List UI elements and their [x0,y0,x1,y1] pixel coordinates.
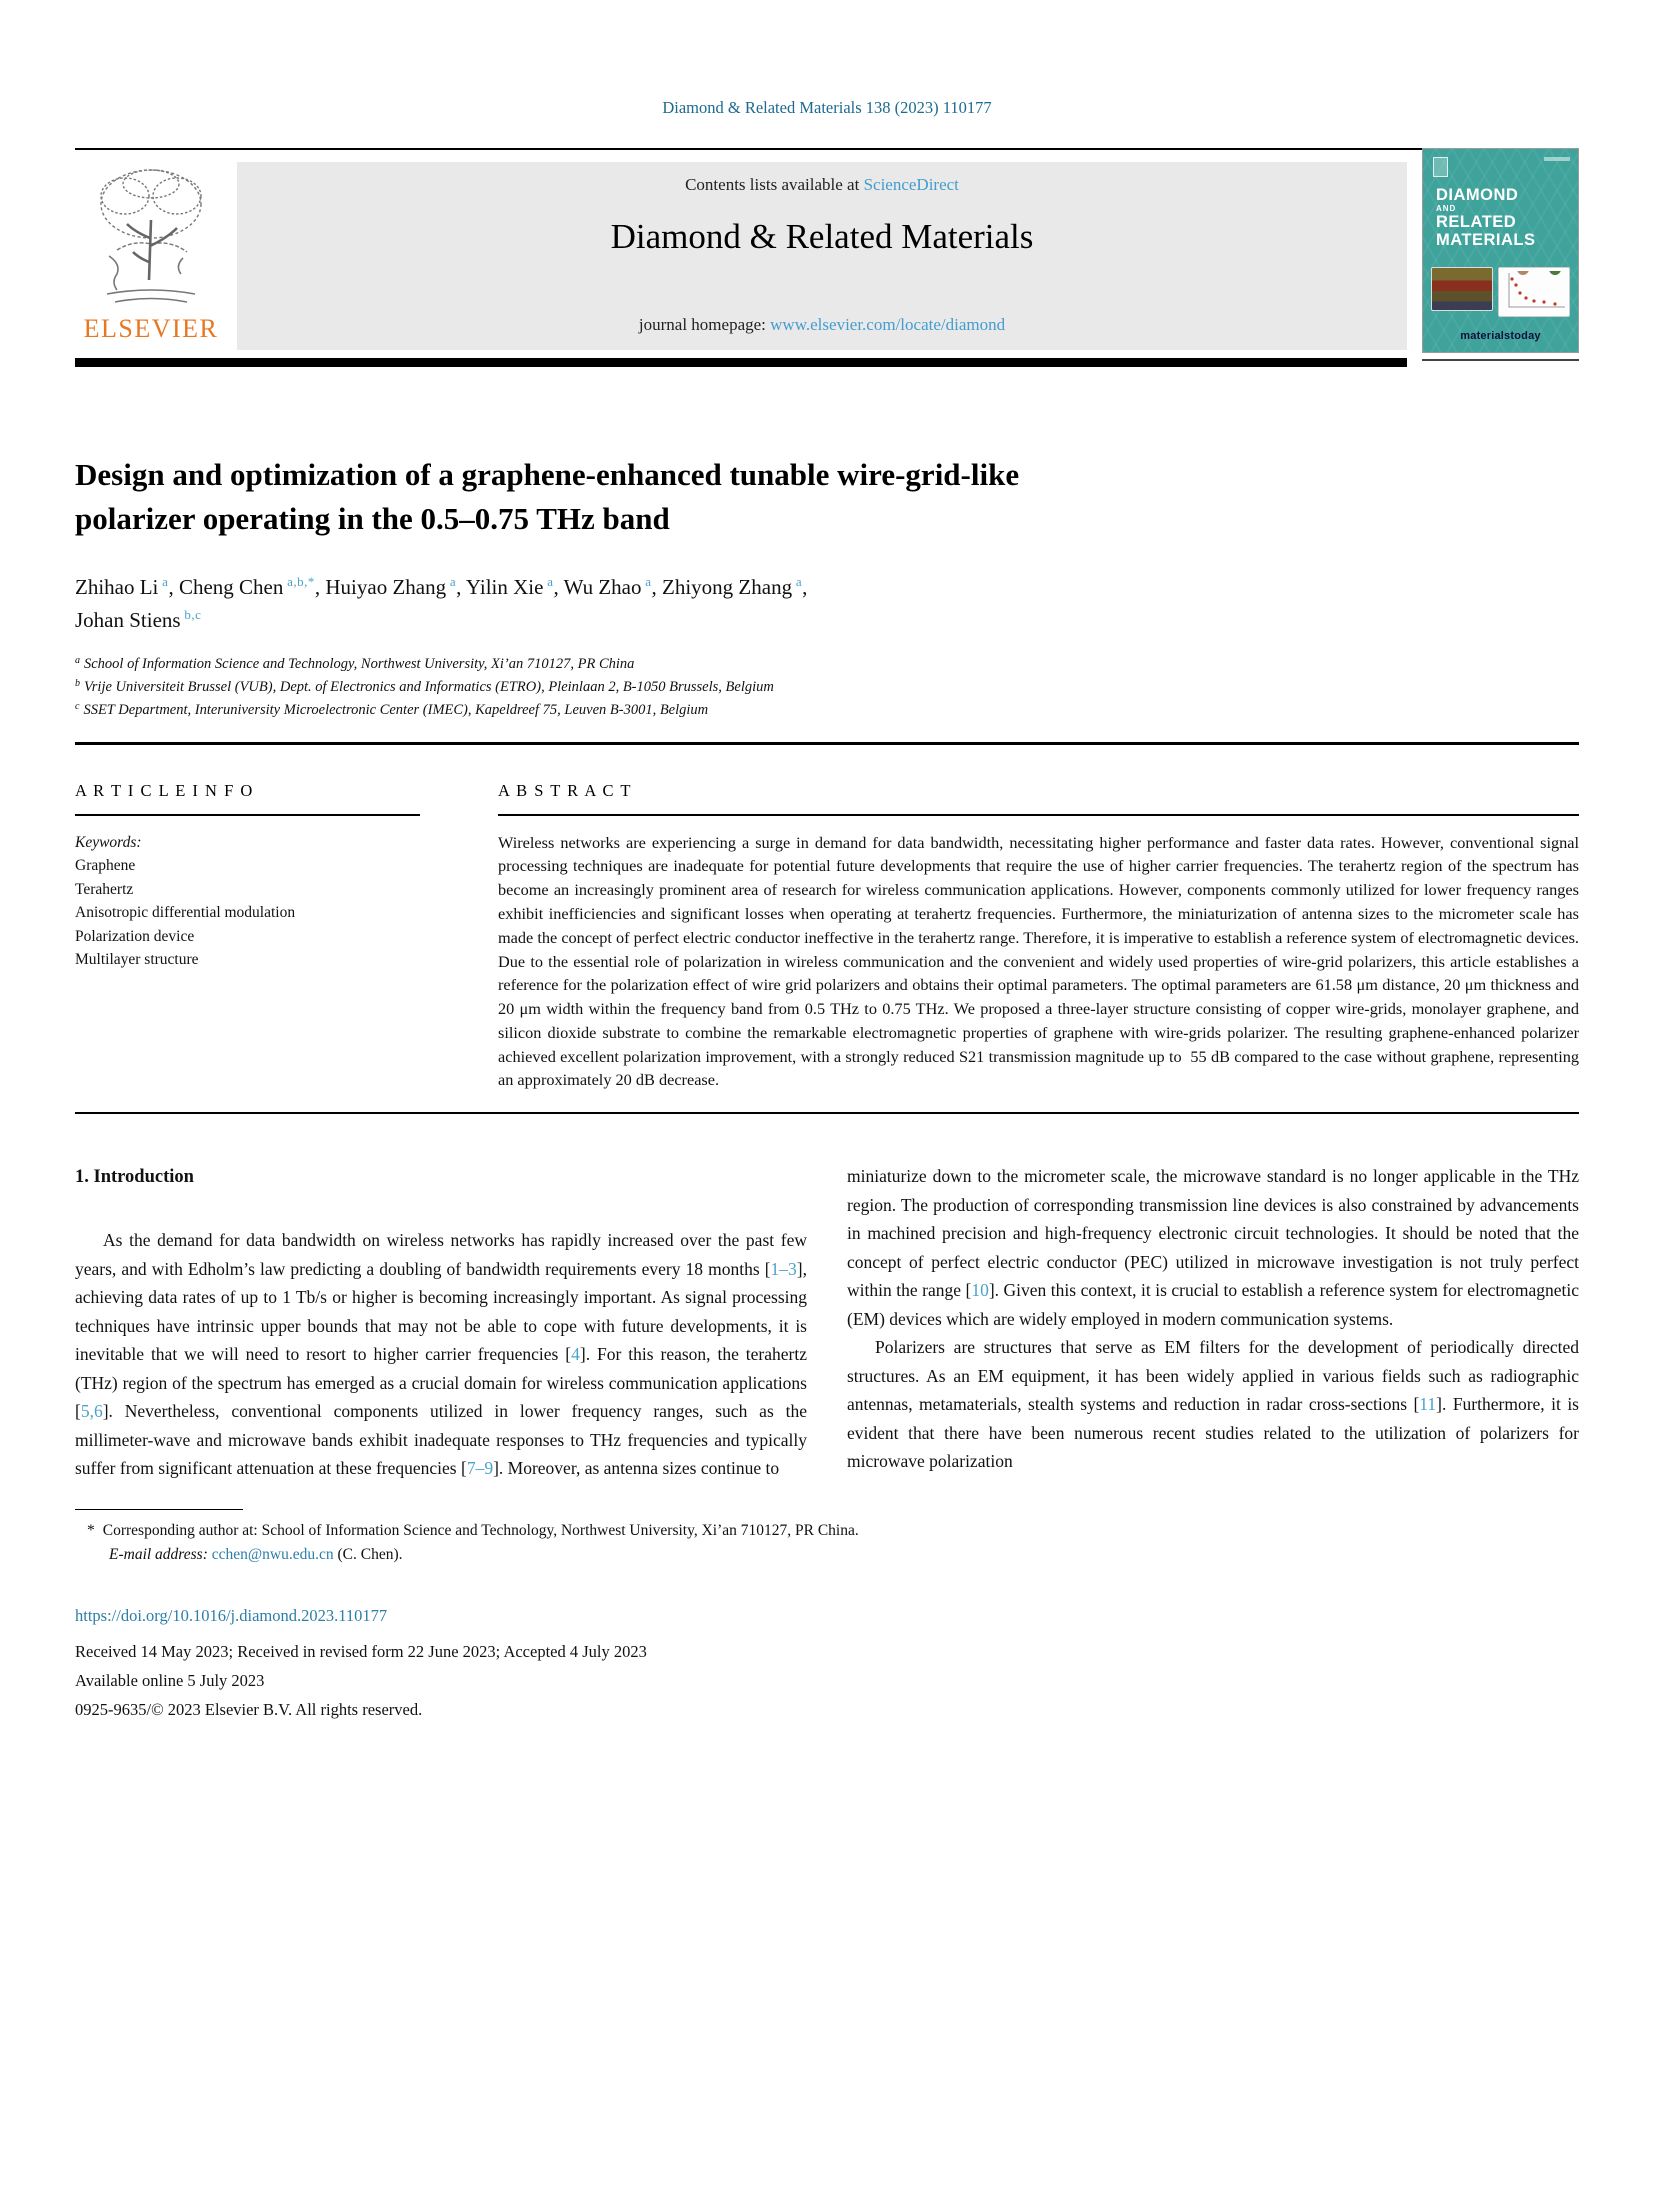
homepage-prefix: journal homepage: [638,315,771,334]
homepage-line [237,315,1407,335]
affiliation-superscript: a [446,574,457,590]
text-segment: Polarizers are structures that serve as EM filters for the development of periodically directed structures. As an EM equipment, it has been widely applied in various fields such as radiographic antennas, metamaterials, stealth systems and reduction in radar cross-sections [ [847,1337,1579,1415]
article-title [75,453,1579,541]
affiliation-superscript: a [158,574,169,590]
text-segment: ]. Nevertheless, conventional components utilized in lower frequency ranges, such as the millimeter-wave and microwave bands exhibit inadequate responses to THz frequencies and typically suffer from significant attenuation at these frequencies [ [75,1401,807,1479]
abstract-heading: A B S T R A C T [498,781,632,801]
text-segment: miniaturize down to the micrometer scale, the microwave standard is no longer applicable in the THz region. The production of corresponding transmission line devices is also constrained by advancements in machined precision and high-frequency electronic circuit technologies. It should be noted that the concept of perfect electric conductor (PEC) utilized in microwave investigation is not truly perfect within the range [ [847,1166,1579,1301]
elsevier-tree-icon [87,162,215,312]
text-segment: ]. For this reason, the terahertz (THz) region of the spectrum has emerged as a crucial domain for wireless communication applications [ [75,1344,807,1422]
affiliations [75,653,1579,722]
cover-title-line1: DIAMOND [1436,186,1519,204]
text-segment: , [802,575,808,600]
citation-link[interactable]: 10 [971,1280,989,1301]
keyword-item: Multilayer structure [75,951,199,969]
footnote-marker: * [87,1522,95,1540]
text-segment: , Cheng Chen [168,575,284,600]
affiliation-superscript: a [543,574,554,590]
doi-link[interactable]: https://doi.org/10.1016/j.diamond.2023.110177 [75,1605,388,1625]
text-segment: Johan Stiens [75,608,181,633]
journal-banner [237,162,1407,350]
text-segment: polarizer operating in the 0.5–0.75 THz band [75,501,670,537]
text-segment: As the demand for data bandwidth on wireless networks has rapidly increased over the past few years, and with Edholm’s law predicting a doubling of bandwidth requirements every 18 months [ [75,1230,807,1279]
elsevier-logo [75,150,227,350]
email-label: E-mail address: [109,1546,208,1564]
available-online: Available online 5 July 2023 [75,1671,265,1691]
abstract-text: Wireless networks are experiencing a surge in demand for data bandwidth, necessitating higher performance and faster data rates. However, conventional signal processing techniques are inadequate for potential future developments that require the use of higher carrier frequencies. The terahertz region of the spectrum has become an increasingly prominent area of research for wireless communication applications. However, components commonly utilized for lower frequency ranges exhibit inefficiencies and significant losses when operating at terahertz frequencies. Furthermore, the miniaturization of antenna sizes to the micrometer scale has made the concept of perfect electric conductor ineffective in the terahertz range. Therefore, it is imperative to establish a reference system of electromagnetic devices. Due to the essential role of polarization in wireless communication and the convenient and widely used properties of wire-grid polarizers, this article establishes a reference for the polarization effect of wire grid polarizers and obtains their optimal parameters. The optimal parameters are 61.58 μm distance, 20 μm thickness and 20 μm width within the frequency band from 0.5 THz to 0.75 THz. We proposed a three-layer structure consisting of copper wire-grids, monolayer graphene, and silicon dioxide substrate to combine the remarkable electromagnetic properties of graphene with wire-grids polarizer. The resulting graphene-enhanced polarizer achieved excellent polarization improvement, with a strongly reduced S21 transmission magnitude up to 55 dB compared to the case without graphene, representing an approximately 20 dB decrease. [498,832,1579,1090]
text-segment: , Wu Zhao [553,575,642,600]
text-segment: , Zhiyong Zhang [651,575,793,600]
keyword-item: Graphene [75,857,136,875]
cover-figures [1431,267,1570,317]
corresponding-author-text: Corresponding author at: School of Information Science and Technology, Northwest University, Xi’an 710127, PR China. [102,1522,859,1540]
journal-cover-thumbnail[interactable] [1422,148,1579,353]
keyword-item: Terahertz [75,880,134,898]
email-line [75,1543,1579,1567]
citation-link[interactable]: 1–3 [770,1258,797,1279]
email-link[interactable]: cchen@nwu.edu.cn [211,1546,334,1564]
journal-header [75,148,1579,367]
keyword-item: Polarization device [75,927,195,945]
citation-link[interactable]: 7–9 [466,1458,494,1479]
keywords-block [75,831,420,972]
affiliation-text: School of Information Science and Technology, Northwest University, Xi’an 710127, PR China [84,656,635,673]
affiliation-marker: c [75,701,80,713]
affiliation-superscript: a [641,574,652,590]
copyright-line: 0925-9635/© 2023 Elsevier B.V. All rights reserved. [75,1700,423,1720]
footnote-divider [75,1509,243,1511]
affiliation-item [75,676,1579,699]
cover-underline-rule [1422,359,1579,361]
affiliation-text: Vrije Universiteit Brussel (VUB), Dept. of Electronics and Informatics (ETRO), Pleinlaan 2, B-1050 Brussels, Belgium [84,679,774,696]
body-right-column [847,1162,1579,1483]
text-segment: Design and optimization of a graphene-enhanced tunable wire-grid-like [75,457,1020,492]
text-segment: Zhihao Li [75,575,159,600]
contents-line [237,175,1407,195]
article-info-section [75,745,1579,1092]
affiliation-superscript: b,c [180,607,202,623]
divider-below-abstract [75,1112,1579,1114]
email-suffix: (C. Chen). [333,1546,403,1564]
cover-figure-device [1431,267,1493,311]
text-segment: ]. Furthermore, it is evident that there have been numerous recent studies related to the utilization of polarizers for microwave polarization [847,1394,1579,1472]
sciencedirect-link[interactable]: ScienceDirect [863,175,959,194]
text-segment: , Huiyao Zhang [314,575,447,600]
cover-issn-placeholder [1544,157,1570,161]
text-segment: ]. Given this context, it is crucial to establish a reference system for electromagnetic (EM) devices which are widely employed in modern communication systems. [847,1280,1580,1329]
citation-link[interactable]: 5,6 [80,1401,103,1422]
article-info-heading: A R T I C L E I N F O [75,781,254,801]
received-dates: Received 14 May 2023; Received in revised form 22 June 2023; Accepted 4 July 2023 [75,1642,647,1662]
text-segment: ], achieving data rates of up to 1 Tb/s or higher is becoming increasingly important. As signal processing techniques have intrinsic upper bounds that may not be able to cope with future developments, it is inevitable that we will need to resort to higher carrier frequencies [ [75,1258,807,1365]
affiliation-item [75,699,1579,722]
affiliation-text: SSET Department, Interuniversity Microelectronic Center (IMEC), Kapeldreef 75, Leuven B-3001, Belgium [83,702,709,719]
article-footer [75,1602,1579,1726]
cover-title [1436,187,1536,249]
paragraph [847,1162,1579,1333]
corresponding-author-note [75,1519,1579,1543]
affiliation-item [75,653,1579,676]
abstract-rule [498,814,1579,816]
paragraph [847,1333,1579,1476]
elsevier-wordmark: ELSEVIER [83,314,219,343]
cover-elsevier-mark-icon [1433,157,1448,177]
section-heading-introduction: 1. Introduction [75,1167,194,1188]
affiliation-marker: b [75,678,80,690]
journal-title: Diamond & Related Materials [610,217,1034,256]
footnote-block [75,1509,1579,1568]
citation-link[interactable]: 4 [571,1344,580,1365]
materialstoday-brand: materialstoday [1460,330,1541,342]
paragraph [75,1226,807,1483]
article-info-rule [75,814,420,816]
author-list [75,571,1579,637]
journal-citation: Diamond & Related Materials 138 (2023) 110177 [662,98,992,117]
cover-title-line4: MATERIALS [1436,230,1536,249]
text-segment: ]. Moreover, as antenna sizes continue to [493,1458,780,1479]
affiliation-superscript: a,b,* [283,574,315,590]
contents-prefix: Contents lists available at [685,175,864,194]
journal-cover-column [1407,150,1579,367]
text-segment: , Yilin Xie [456,575,544,600]
affiliation-marker: a [75,655,80,667]
affiliation-superscript: a [792,574,803,590]
cover-title-line3: RELATED [1436,213,1517,232]
citation-link[interactable]: 11 [1419,1394,1437,1415]
article-body [75,1162,1579,1483]
abstract-column [498,781,1579,1092]
cover-title-line2: AND [1436,204,1457,214]
keyword-item: Anisotropic differential modulation [75,904,296,922]
body-left-column [75,1162,807,1483]
keywords-label: Keywords: [75,833,142,851]
header-black-bar [75,358,1407,367]
homepage-link[interactable]: www.elsevier.com/locate/diamond [770,315,1006,334]
article-info-column [75,781,420,1092]
cover-figure-chart [1498,267,1570,317]
